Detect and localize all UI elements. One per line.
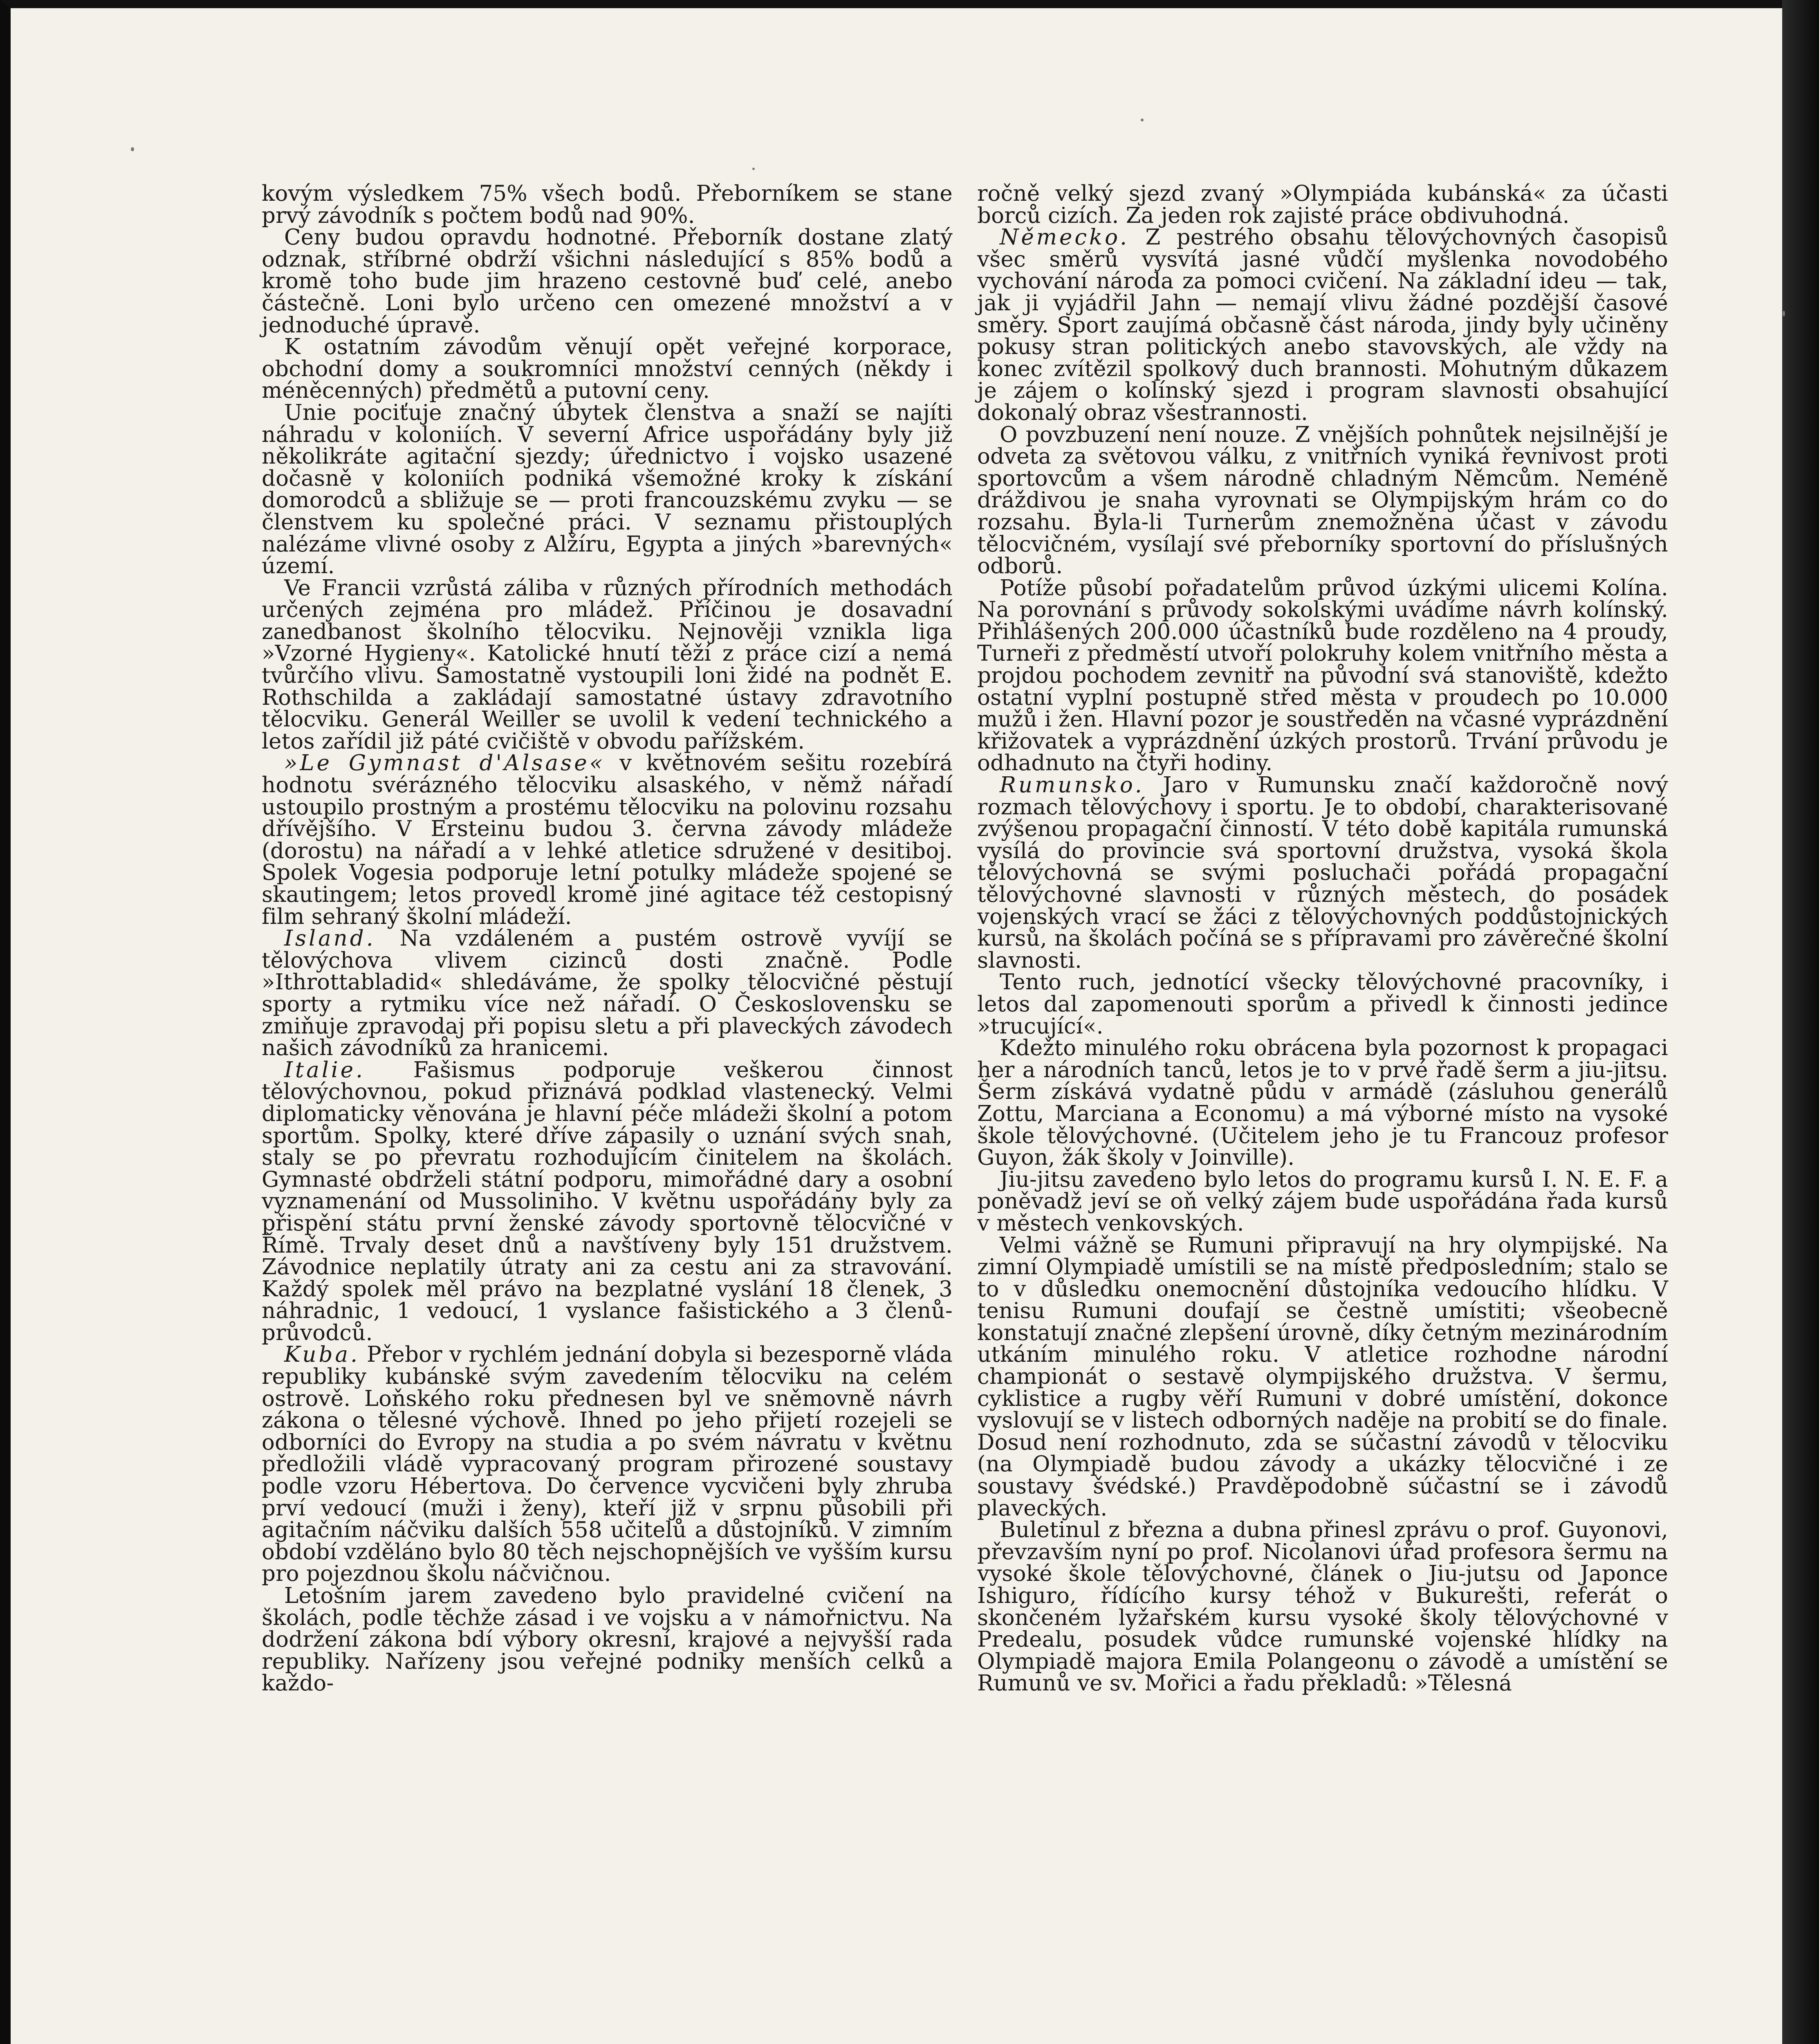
paragraph (262, 752, 953, 928)
paragraph (977, 1235, 1668, 1520)
paragraph (977, 1519, 1668, 1694)
right-column (977, 183, 1668, 1694)
left-column (262, 183, 953, 1694)
paragraph-lead: Italie. (284, 1057, 365, 1083)
paragraph-lead: »Le Gymnast d'Alsase« (284, 751, 606, 776)
paragraph-text: Přebor v rychlém jednání dobyla si bezesporně vláda republiky kubánské svým zavedením tělocviku na celém ostrově. Loňského roku přednesen byl ve sněmovně návrh zákona o tělesné výchově. Ihned po jeho přijetí rozejeli se odborníci do Evropy na studia a po svém návratu v květnu předložili vládě vypracovaný program přirozené soustavy podle vzoru Hébertova. Do července vycvičeni byly zhruba prví vedoucí (muži i ženy), kteří již v srpnu působili při agitačním náčviku dalších 558 učitelů a důstojníků. V zimním období vzděláno bylo 80 těch nejschopnějších ve vyšším kursu pro pojezdnou školu náčvičnou. (262, 1342, 953, 1587)
paragraph-text: Potíže působí pořadatelům průvod úzkými ulicemi Kolína. Na porovnání s průvody sokolskými uvádíme návrh kolínský. Přihlášených 200.000 účastníků bude rozděleno na 4 proudy, Turneři z předměstí utvoří polokruhy kolem vnitřního města a projdou pochodem zevnitř na původní svá stanoviště, kdežto ostatní vyplní postupně střed města v proudech po 10.000 mužů i žen. Hlavní pozor je soustředěn na včasné vyprázdnění křižovatek a vyprázdnění úzkých prostorů. Trvání průvodu je odhadnuto na čtyři hodiny. (977, 575, 1668, 776)
paragraph (977, 1037, 1668, 1169)
paragraph-text: Unie pociťuje značný úbytek členstva a snaží se najíti náhradu v koloniích. V severní Africe uspořádány byly již několikráte agitační sjezdy; úřednictvo i vojsko usazené dočasně v koloniích podniká všemožné kroky k získání domorodců a sbližuje se — proti francouzskému zvyku — se členstvem ku společné práci. V seznamu přistouplých nalézáme vlivné osoby z Alžíru, Egypta a jiných »barevných« území. (262, 400, 953, 579)
paragraph (262, 1059, 953, 1344)
paragraph-text: O povzbuzení není nouze. Z vnějších pohnůtek nejsilnější je odveta za světovou válku, z vnitřních vyniká řevnivost proti sportovcům a všem národně chladným Němcům. Neméně dráždivou je snaha vyrovnati se Olympijským hrám co do rozsahu. Byla-li Turnerům znemožněna účast v závodu tělocvičném, vysílají své přeborníky sportovní do příslušných odborů. (977, 422, 1668, 579)
paragraph-text: Velmi vážně se Rumuni připravují na hry olympijské. Na zimní Olympiadě umístili se na místě předposledním; stalo se to v důsledku onemocnění důstojníka vedoucího hlídku. V tenisu Rumuni doufají se čestně umístiti; všeobecně konstatují značné zlepšení úrovně, díky četným mezinárodním utkáním minulého roku. V atletice rozhodne národní championát o sestavě olympijského družstva. V šermu, cyklistice a rugby věří Rumuni v dobré umístění, dokonce vyslovují se v listech odborných naděje na probití se do finale. Dosud není rozhodnuto, zda se súčastní závodů v tělocviku (na Olympiadě budou závody a ukázky tělocvičné i ze soustavy švédské.) Pravděpodobně súčastní se i závodů plaveckých. (977, 1233, 1668, 1521)
paragraph (262, 402, 953, 577)
paragraph-text: ročně velký sjezd zvaný »Olympiáda kubánská« za účasti borců cizích. Za jeden rok zajisté práce obdivuhodná. (977, 181, 1668, 228)
paragraph-text: Tento ruch, jednotící všecky tělovýchovné pracovníky, i letos dal zapomenouti sporům a přivedl k činnosti jedince »trucující«. (977, 970, 1668, 1039)
scan-edge-shadow (1782, 0, 1819, 2044)
paragraph (262, 183, 953, 226)
paragraph-text: Letošním jarem zavedeno bylo pravidelné cvičení na školách, podle těchže zásad i ve vojsku a v námořnictvu. Na dodržení zákona bdí výbory okresní, krajové a nejvyšší rada republiky. Nařízeny jsou veřejné podniky menších celků a každo- (262, 1583, 953, 1696)
paragraph (262, 226, 953, 336)
paragraph (262, 577, 953, 753)
paragraph (977, 577, 1668, 774)
paragraph-text: Ve Francii vzrůstá záliba v různých přírodních methodách určených zejména pro mládež. Příčinou je dosavadní zanedbanost školního tělocviku. Nejnověji vznikla liga »Vzorné Hygieny«. Katolické hnutí těží z práce cizí a nemá tvůrčího vlivu. Samostatně vystoupili loni židé na podnět E. Rothschilda a zakládají samostatné ústavy zdravotního tělocviku. Generál Weiller se uvolil k vedení technického a letos zařídil již páté cvičiště v obvodu pařížském. (262, 575, 953, 754)
paragraph-lead: Německo. (1000, 225, 1129, 250)
paragraph-text: Jaro v Rumunsku značí každoročně nový rozmach tělovýchovy i sportu. Je to období, charakterisované zvýšenou propagační činností. V této době kapitála rumunská vysílá do provincie svá sportovní družstva, vysoká škola tělovýchovná se svými posluchači pořádá propagační tělovýchovné slavnosti v různých městech, do posádek vojenských vrací se žáci z tělovýchovných poddůstojnických kursů, na školách počíná se s přípravami pro závěrečné školní slavnosti. (977, 773, 1668, 973)
paragraph-text: Fašismus podporuje veškerou činnost tělovýchovnou, pokud přiznává podklad vlastenecký. Velmi diplomaticky věnována je hlavní péče mládeži školní a potom sportům. Spolky, které dříve zápasily o uznání svých snah, staly se po převratu rozhodujícím činitelem na školách. Gymnasté obdrželi státní podporu, mimořádné dary a osobní vyznamenání od Mussoliniho. V květnu uspořádány byly za přispění státu první ženské závody sportovně tělocvičné v Římě. Trvaly deset dnů a navštíveny byly 151 družstvem. Závodnice neplatily útraty ani za cestu ani za stravování. Každý spolek měl právo na bezplatné vyslání 18 členek, 3 náhradnic, 1 vedoucí, 1 vyslance fašistického a 3 členů-průvodců. (262, 1057, 953, 1345)
paragraph-text: K ostatním závodům věnují opět veřejné korporace, obchodní domy a soukromníci množství cenných (někdy i méněcenných) předmětů a putovní ceny. (262, 334, 953, 403)
paragraph (977, 183, 1668, 226)
paragraph (262, 1585, 953, 1694)
paragraph-text: Ceny budou opravdu hodnotné. Přeborník dostane zlatý odznak, stříbrné obdrží všichni následující s 85% bodů a kromě toho bude jim hrazeno cestovné buď celé, anebo částečně. Loni bylo určeno cen omezené množství a v jednoduché úpravě. (262, 225, 953, 338)
paragraph-text: Z pestrého obsahu tělovýchovných časopisů všec směrů vysvítá jasné vůdčí myšlenka novodobého vychování národa za pomoci cvičení. Na základní ideu — tak, jak ji vyjádřil Jahn — nemají vlivu žádné pozdější časové směry. Sport zaujímá občasně část národa, jindy byly učiněny pokusy stran politických anebo stavovských, ale vždy na konec zvítězil spolkový duch brannosti. Mohutným důkazem je zájem o kolínský sjezd i program slavnosti obsahující dokonalý obraz všestrannosti. (977, 225, 1668, 425)
paragraph-text: Na vzdáleném a pustém ostrově vyvíjí se tělovýchova vlivem cizinců dosti značně. Podle »Ithrottabladid« shledáváme, že spolky tělocvičné pěstují sporty a rytmiku více než nářadí. O Československu se zmiňuje zpravodaj při popisu sletu a při plaveckých závodech našich závodníků za hranicemi. (262, 926, 953, 1061)
paragraph-text: kovým výsledkem 75% všech bodů. Přeborníkem se stane prvý závodník s počtem bodů nad 90%. (262, 181, 953, 228)
paragraph (977, 774, 1668, 971)
paragraph-text: Buletinul z března a dubna přinesl zprávu o prof. Guyonovi, převzavším nyní po prof. Nicolanovi úřad profesora šermu na vysoké škole tělovýchovné, článek o Jiu-jutsu od Japonce Ishiguro, řídícího kursy téhož v Bukurešti, referát o skončeném lyžařském kursu vysoké školy tělovýchovné v Predealu, posudek vůdce rumunské vojenské hlídky na Olympiadě majora Emila Polangeonu o závodě a umístění se Rumunů ve sv. Mořici a řadu překladů: »Tělesná (977, 1517, 1668, 1696)
paragraph-lead: Kuba. (284, 1342, 360, 1367)
paragraph-text: Kdežto minulého roku obrácena byla pozornost k propagaci her a národních tanců, letos je to v prvé řadě šerm a jiu-jitsu. Šerm získává vydatně půdu v armádě (zásluhou generálů Zottu, Marciana a Economu) a má výborné místo na vysoké škole tělovýchovné. (Učitelem jeho je tu Francouz profesor Guyon, žák školy v Joinville). (977, 1035, 1668, 1170)
paragraph (977, 971, 1668, 1037)
paragraph (977, 1169, 1668, 1235)
scan-speck (1783, 311, 1785, 316)
paragraph (262, 1344, 953, 1585)
paragraph-text: Jiu-jitsu zavedeno bylo letos do programu kursů I. N. E. F. a poněvadž jeví se oň velký zájem bude uspořádána řada kursů v městech venkovských. (977, 1167, 1668, 1236)
paragraph (262, 336, 953, 402)
paragraph (262, 928, 953, 1059)
paragraph-lead: Rumunsko. (1000, 773, 1144, 798)
paragraph-text: v květnovém sešitu rozebírá hodnotu svérázného tělocviku alsaského, v němž nářadí ustoupilo prostným a prostému tělocviku na polovinu rozsahu dřívějšího. V Ersteinu budou 3. června závody mládeže (dorostu) na nářadí a v lehké atletice sdružené v desitiboj. Spolek Vogesia podporuje letní potulky mládeže spojené se skautingem; letos provedl kromě jiné agitace též cestopisný film sehraný školní mládeží. (262, 751, 953, 929)
paragraph (977, 424, 1668, 577)
paragraph (977, 226, 1668, 424)
paragraph-lead: Island. (284, 926, 376, 951)
